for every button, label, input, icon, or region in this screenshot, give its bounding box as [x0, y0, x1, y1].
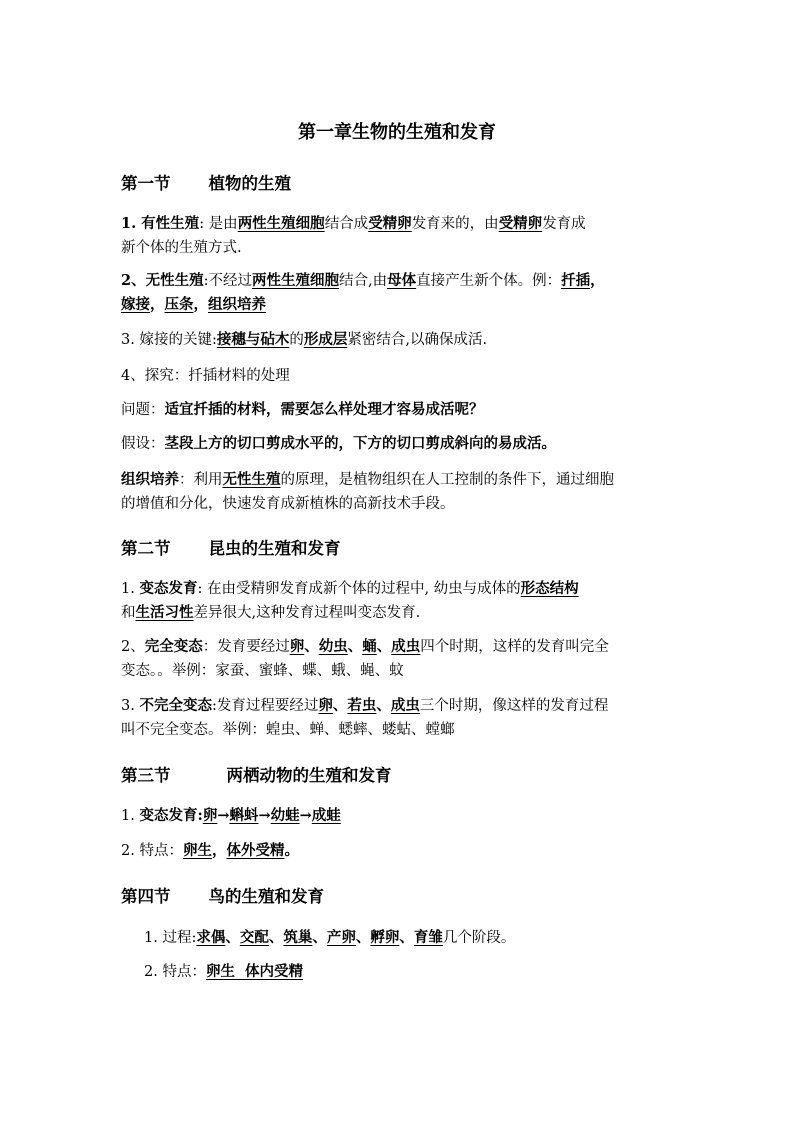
section-number: 第二节	[121, 539, 171, 558]
arrow-right-icon: →	[299, 807, 312, 824]
paragraph: 1. 有性生殖: 是由两性生殖细胞结合成受精卵发育来的，由受精卵发育成	[121, 215, 586, 232]
section-1-heading	[121, 170, 291, 194]
paragraph: 1. 过程:求偶、交配、筑巢、产卵、孵卵、育雏几个阶段。	[144, 929, 516, 946]
paragraph-line: 变态。。举例：家蚕、蜜蜂、蝶、蛾、蝇、蚊	[121, 663, 404, 679]
paragraph: 4、探究：扦插材料的处理	[121, 368, 290, 384]
section-number: 第三节	[121, 766, 171, 785]
paragraph-line: 和生活习性差异很大,这种发育过程叫变态发育.	[121, 604, 421, 621]
paragraph-line: 的增值和分化，快速发育成新植株的高新技术手段。	[121, 496, 455, 512]
section-3-heading	[121, 762, 392, 786]
paragraph-line: 嫁接，压条，组织培养	[121, 296, 266, 313]
paragraph: 假设：茎段上方的切口剪成水平的，下方的切口剪成斜向的易成活。	[121, 435, 556, 452]
paragraph: 问题：适宜扦插的材料，需要怎么样处理才容易成活呢？	[121, 401, 484, 418]
section-name: 植物的生殖	[208, 174, 291, 193]
paragraph: 2、完全变态：发育要经过卵、幼虫、蛹、成虫四个时期，这样的发育叫完全	[121, 638, 609, 655]
paragraph: 2. 特点：卵生，体外受精。	[121, 842, 299, 859]
paragraph-line: 叫不完全变态。举例：蝗虫、蝉、蟋蟀、蝼蛄、螳螂	[121, 722, 455, 738]
paragraph: 1. 变态发育: 在由受精卵发育成新个体的过程中, 幼虫与成体的形态结构	[121, 580, 579, 597]
section-2-heading	[121, 535, 341, 559]
paragraph-line: 新个体的生殖方式.	[121, 240, 242, 256]
paragraph: 3. 嫁接的关键:接穗与砧木的形成层紧密结合,以确保成活.	[121, 331, 488, 348]
paragraph: 1. 变态发育:卵→蝌蚪→幼蛙→成蛙	[121, 807, 341, 824]
paragraph: 2、无性生殖:不经过两性生殖细胞结合,由母体直接产生新个体。例：扦插，	[121, 272, 605, 289]
section-4-heading	[121, 883, 324, 907]
section-number: 第四节	[121, 887, 171, 906]
section-number: 第一节	[121, 174, 171, 193]
chapter-title: 第一章生物的生殖和发育	[298, 122, 496, 143]
arrow-right-icon: →	[258, 807, 271, 824]
paragraph: 组织培养：利用无性生殖的原理，是植物组织在人工控制的条件下，通过细胞	[121, 471, 614, 488]
arrow-right-icon: →	[217, 807, 230, 824]
section-name: 鸟的生殖和发育	[208, 887, 324, 906]
paragraph: 3. 不完全变态:发育过程要经过卵、若虫、成虫三个时期，像这样的发育过程	[121, 697, 609, 714]
section-name: 两栖动物的生殖和发育	[226, 766, 392, 785]
paragraph: 2. 特点：卵生 体内受精	[144, 963, 304, 980]
section-name: 昆虫的生殖和发育	[208, 539, 341, 558]
